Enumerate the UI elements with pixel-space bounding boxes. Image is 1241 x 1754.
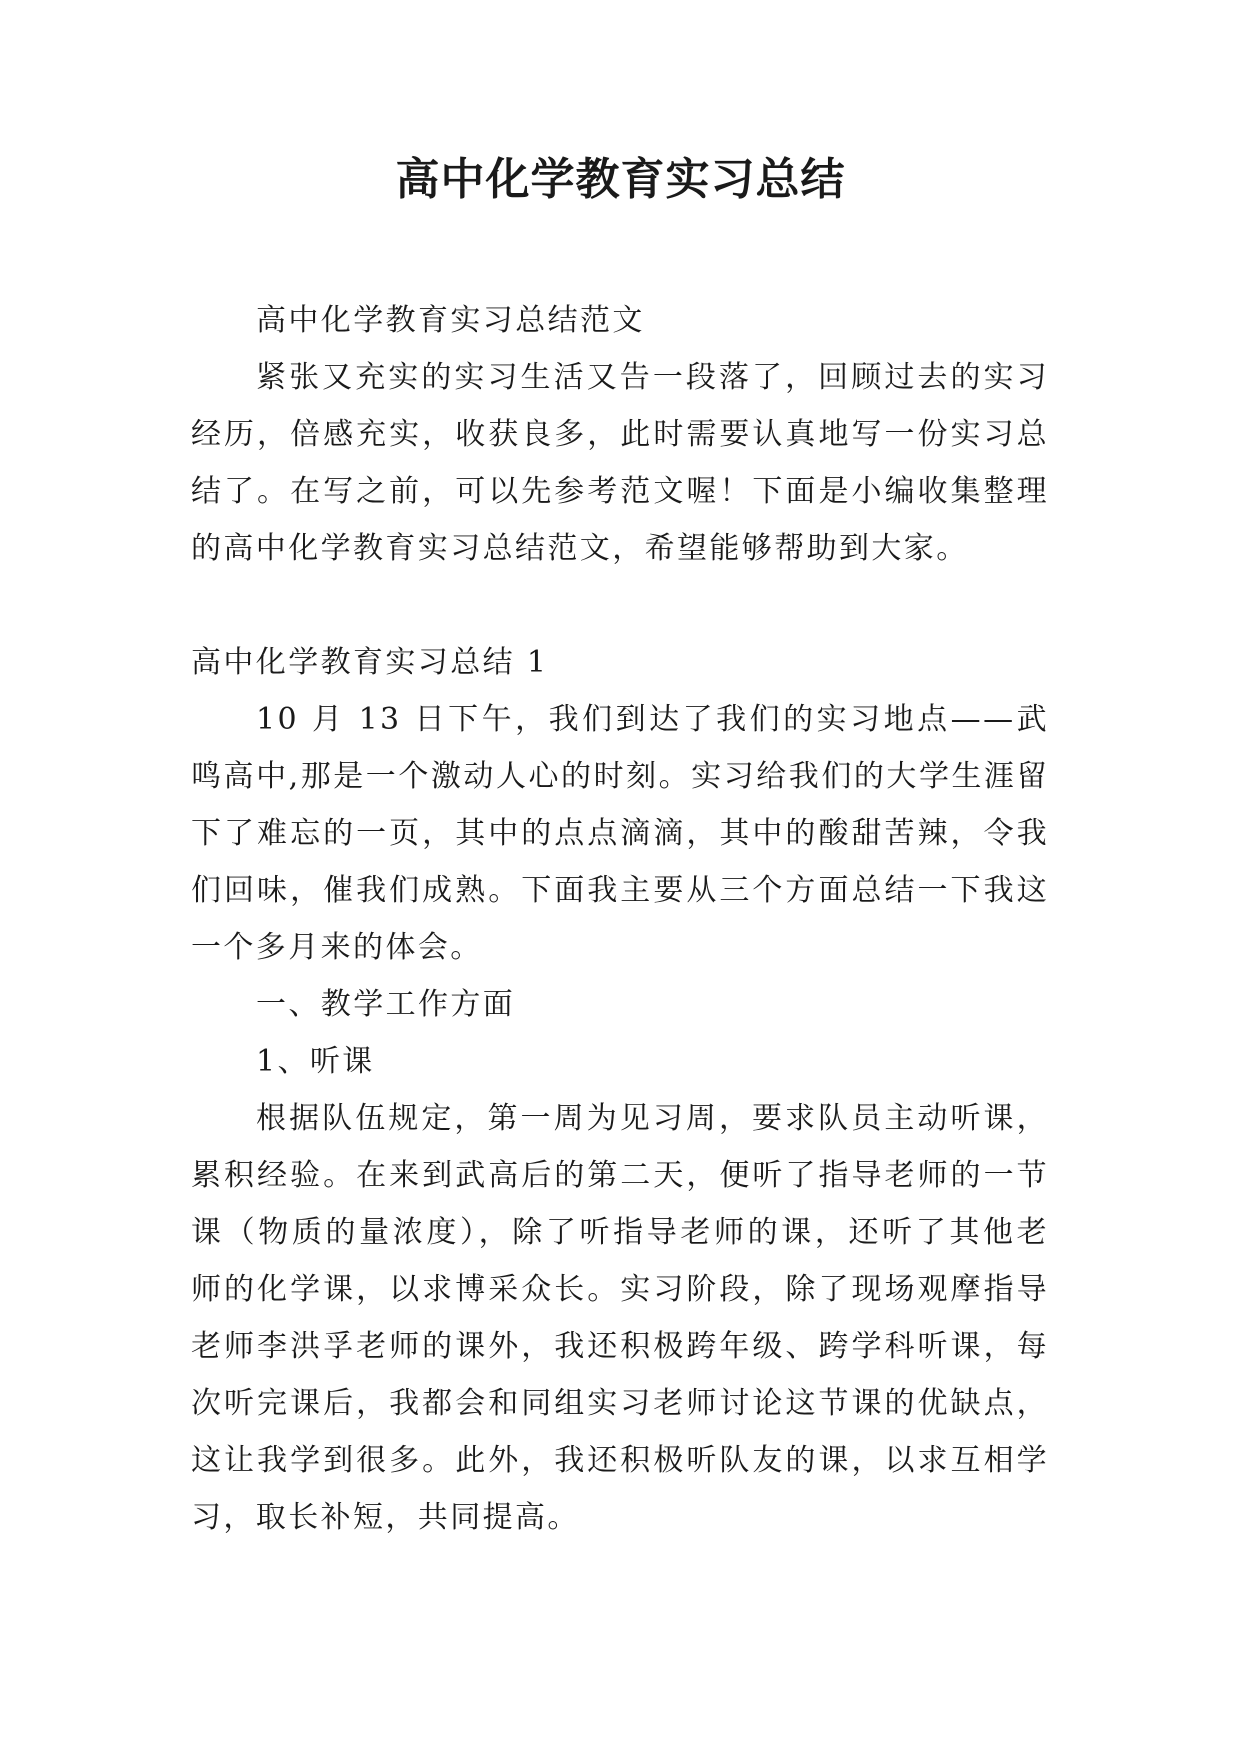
document-title: 高中化学教育实习总结 [395,154,846,205]
part-heading-teaching: 一、教学工作方面 [256,987,516,1022]
section-1-paragraph-2: 根据队伍规定，第一周为见习周，要求队员主动听课，累积经验。在来到武高后的第二天，便听了指导老师的一节课（物质的量浓度），除了听指导老师的课，还听了其他老师的化学课，以求博采众长。实习阶段，除了现场观摩指导老师李洪孚老师的课外，我还积极跨年级、跨学科听课，每次听完课后，我都会和同组实习老师讨论这节课的优缺点，这让我学到很多。此外，我还积极听队友的课，以求互相学习，取长补短，共同提高。 [191,1101,1049,1535]
section-1-heading: 高中化学教育实习总结 1 [191,645,549,680]
section-1-block [191,634,1049,1546]
intro-subtitle: 高中化学教育实习总结范文 [256,303,645,338]
section-1-paragraph-1: 10 月 13 日下午，我们到达了我们的实习地点——武鸣高中,那是一个激动人心的时刻。实习给我们的大学生涯留下了难忘的一页，其中的点点滴滴，其中的酸甜苦辣，令我们回味，催我们成熟。下面我主要从三个方面总结一下我这一个多月来的体会。 [191,702,1049,965]
item-heading-listening: 1、听课 [256,1044,375,1079]
intro-paragraph: 紧张又充实的实习生活又告一段落了，回顾过去的实习经历，倍感充实，收获良多，此时需要认真地写一份实习总结了。在写之前，可以先参考范文喔！下面是小编收集整理的高中化学教育实习总结范文，希望能够帮助到大家。 [191,360,1049,566]
intro-block [191,292,1049,577]
